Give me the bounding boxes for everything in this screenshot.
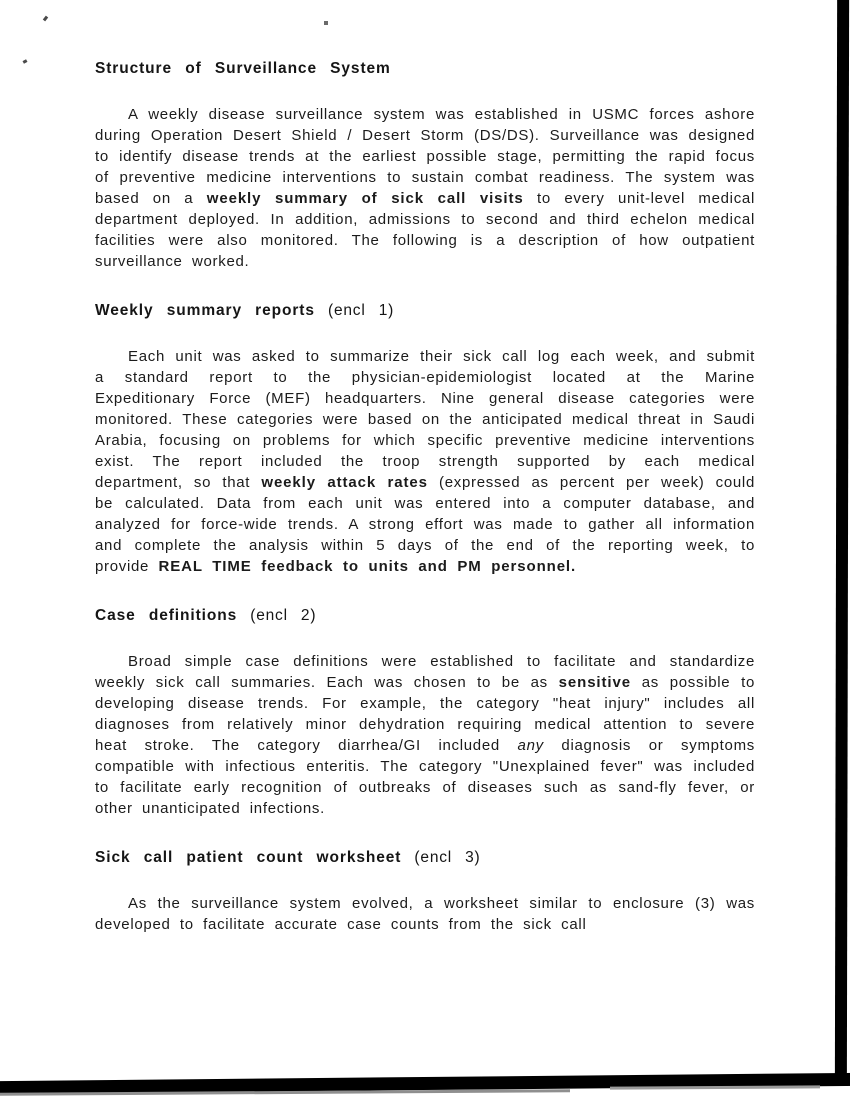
- italic-text-run: any: [517, 737, 544, 754]
- paragraph: [95, 893, 755, 935]
- scan-edge-right-bar: [835, 0, 849, 1086]
- text-run: (expressed as percent per week) could be calculated. Data from each unit was entered into a computer database, and analyzed for force-wide trends. A strong effort was made to gather all information and complete the analysis within 5 days of the end of the reporting week, to provide: [95, 474, 756, 575]
- bold-text-run: Case definitions: [95, 607, 238, 624]
- bold-text-run: Weekly summary reports: [95, 302, 315, 319]
- bold-text-run: sensitive: [558, 674, 631, 691]
- section-heading: [95, 58, 755, 80]
- bold-text-run: Structure of Surveillance System: [95, 60, 391, 77]
- scan-speckle: [324, 21, 328, 25]
- bold-text-run: weekly attack rates: [261, 474, 428, 491]
- text-run: As the surveillance system evolved, a worksheet similar to enclosure (3) was developed to facilitate accurate case counts from the sick call: [95, 895, 755, 933]
- text-run: as possible to developing disease trends. For example, the category "heat injury" includes all diagnoses from relatively minor dehydration requiring medical attention to severe heat stroke. The category diarrhea/GI included: [95, 674, 756, 754]
- bold-text-run: weekly summary of sick call visits: [206, 190, 524, 207]
- scan-edge-shadow: [610, 1085, 820, 1089]
- scan-speckle: [43, 16, 48, 22]
- paragraph: [95, 104, 755, 272]
- text-run: to every unit-level medical department deployed. In addition, admissions to second and third echelon medical facilities were also monitored. The following is a description of how outpatient surveillance worked.: [95, 190, 755, 270]
- text-run: Each unit was asked to summarize their sick call log each week, and submit a standard report to the physician-epidemiologist located at the Marine Expeditionary Force (MEF) headquarters. Nine general disease categories were monitored. These categories were based on the anticipated medical threat in Saudi Arabia, focusing on problems for which specific preventive medicine interventions exist. The report included the troop strength supported by each medical department, so that: [95, 348, 755, 491]
- text-run: diagnosis or symptoms compatible with infectious enteritis. The category "Unexplained fever" was included to facilitate early recognition of outbreaks of diseases such as sand-fly fever, or other unanticipated infections.: [95, 737, 755, 817]
- section-heading: [95, 605, 755, 627]
- scan-speckle: [23, 59, 28, 64]
- paragraph: [95, 651, 755, 819]
- text-run: (encl 2): [237, 607, 317, 624]
- bold-text-run: Sick call patient count worksheet: [95, 849, 402, 866]
- text-run: (encl 3): [401, 849, 481, 866]
- paragraph: [95, 346, 755, 577]
- document-body: [95, 58, 755, 935]
- section-heading: [95, 300, 755, 322]
- bold-text-run: REAL TIME feedback to units and PM personnel.: [158, 558, 577, 575]
- text-run: (encl 1): [314, 302, 395, 319]
- text-run: Broad simple case definitions were established to facilitate and standardize weekly sick call summaries. Each was chosen to be as: [95, 653, 755, 691]
- text-run: A weekly disease surveillance system was established in USMC forces ashore during Operation Desert Shield / Desert Storm (DS/DS). Surveillance was designed to identify disease trends at the earliest possible stage, permitting the rapid focus of preventive medicine interventions to sustain combat readiness. The system was based on a: [95, 106, 755, 207]
- section-heading: [95, 847, 755, 869]
